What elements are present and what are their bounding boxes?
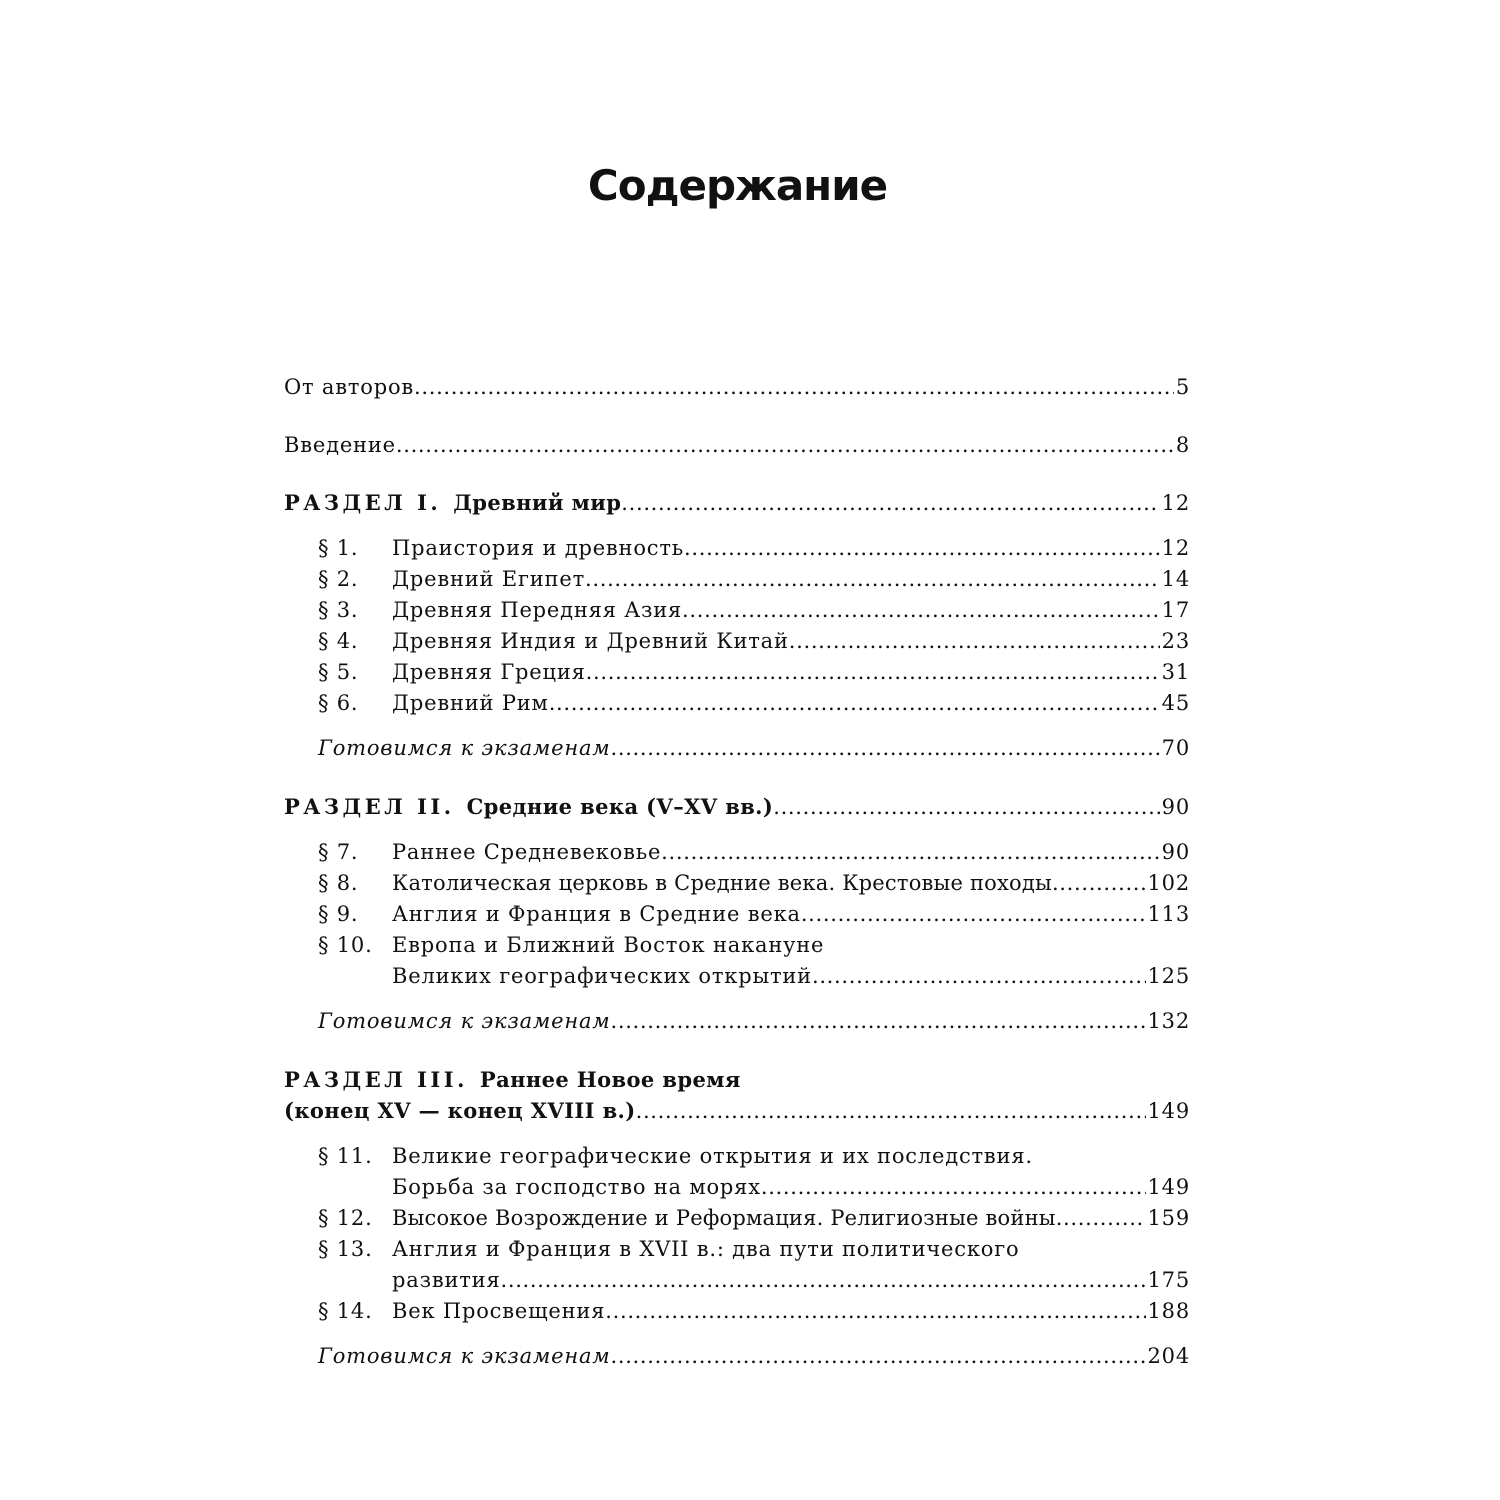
toc-page-number: 90 <box>1161 840 1190 864</box>
toc-paragraph-11[interactable] <box>318 1139 1190 1170</box>
leader-dots <box>789 627 1160 655</box>
paragraph-title: Высокое Возрождение и Реформация. Религиозные войны <box>392 1206 1056 1230</box>
toc-paragraph-13[interactable] <box>318 1232 1190 1263</box>
toc-section-3[interactable] <box>284 1063 1190 1094</box>
paragraph-title: Раннее Средневековье <box>392 840 662 864</box>
paragraph-number: § 6. <box>318 691 359 715</box>
leader-dots <box>586 658 1160 686</box>
toc-page-number: 70 <box>1161 736 1190 760</box>
paragraph-title: Древняя Греция <box>392 660 586 684</box>
toc-paragraph-3[interactable] <box>318 593 1190 624</box>
toc-page-number: 17 <box>1161 598 1190 622</box>
toc-page-number: 149 <box>1147 1099 1190 1123</box>
exam-label: Готовимся к экзаменам <box>318 1344 611 1368</box>
toc-section-3-continued[interactable] <box>284 1094 1190 1125</box>
toc-page-number: 5 <box>1175 375 1190 399</box>
section-title: Древний мир <box>453 490 622 515</box>
paragraph-number: § 7. <box>318 840 359 864</box>
page-title: Содержание <box>587 161 888 210</box>
leader-dots <box>812 962 1146 990</box>
toc-entry-label: Введение <box>284 433 396 457</box>
paragraph-title: Век Просвещения <box>392 1299 606 1323</box>
toc-paragraph-11-continued[interactable] <box>392 1170 1190 1201</box>
toc-page-number: 12 <box>1161 491 1190 515</box>
leader-dots <box>1056 1204 1146 1232</box>
paragraph-title: Древний Египет <box>392 567 586 591</box>
leader-dots <box>801 900 1146 928</box>
leader-dots <box>414 373 1174 401</box>
paragraph-title: Древняя Индия и Древний Китай <box>392 629 789 653</box>
leader-dots <box>1052 869 1146 897</box>
toc-paragraph-10[interactable] <box>318 928 1190 959</box>
toc-exam-1[interactable] <box>318 731 1190 762</box>
leader-dots <box>605 1297 1145 1325</box>
toc-entry-intro[interactable] <box>284 428 1190 459</box>
leader-dots <box>761 1173 1146 1201</box>
toc-page-number: 90 <box>1161 795 1190 819</box>
toc-page-number: 45 <box>1161 691 1190 715</box>
toc-paragraph-5[interactable] <box>318 655 1190 686</box>
leader-dots <box>661 838 1160 866</box>
paragraph-title: Великие географические открытия и их последствия. <box>392 1144 1033 1168</box>
leader-dots <box>636 1097 1146 1125</box>
toc-page-number: 31 <box>1161 660 1190 684</box>
toc-paragraph-7[interactable] <box>318 835 1190 866</box>
toc-page-number: 125 <box>1147 964 1190 988</box>
toc-paragraph-2[interactable] <box>318 562 1190 593</box>
toc-exam-2[interactable] <box>318 1004 1190 1035</box>
toc-paragraph-10-continued[interactable] <box>392 959 1190 990</box>
toc-page-number: 12 <box>1161 536 1190 560</box>
toc-section-1[interactable] <box>284 486 1190 517</box>
toc-paragraph-8[interactable] <box>318 866 1190 897</box>
leader-dots <box>396 431 1174 459</box>
paragraph-number: § 3. <box>318 598 359 622</box>
leader-dots <box>773 793 1159 821</box>
toc-page-number: 204 <box>1147 1344 1190 1368</box>
exam-label: Готовимся к экзаменам <box>318 736 611 760</box>
paragraph-title: Англия и Франция в Средние века <box>392 902 801 926</box>
toc-paragraph-6[interactable] <box>318 686 1190 717</box>
paragraph-title: Европа и Ближний Восток накануне <box>392 933 825 957</box>
section-title: Раннее Новое время <box>479 1067 741 1092</box>
paragraph-number: § 2. <box>318 567 359 591</box>
paragraph-number: § 8. <box>318 871 359 895</box>
toc-entry-from-authors[interactable] <box>284 370 1190 401</box>
paragraph-title: Древняя Передняя Азия <box>392 598 683 622</box>
leader-dots <box>585 565 1160 593</box>
toc-page-number: 14 <box>1161 567 1190 591</box>
paragraph-number: § 10. <box>318 933 373 957</box>
leader-dots <box>682 596 1160 624</box>
toc-page-number: 149 <box>1147 1175 1190 1199</box>
leader-dots <box>684 534 1160 562</box>
toc-exam-3[interactable] <box>318 1339 1190 1370</box>
paragraph-number: § 5. <box>318 660 359 684</box>
toc-paragraph-14[interactable] <box>318 1294 1190 1325</box>
section-title: Средние века (V–XV вв.) <box>466 794 774 819</box>
toc-paragraph-4[interactable] <box>318 624 1190 655</box>
leader-dots <box>611 1007 1146 1035</box>
toc-paragraph-13-continued[interactable] <box>392 1263 1190 1294</box>
paragraph-number: § 9. <box>318 902 359 926</box>
paragraph-number: § 1. <box>318 536 359 560</box>
paragraph-title-continued: Великих географических открытий <box>392 964 812 988</box>
toc-page-number: 175 <box>1147 1268 1190 1292</box>
leader-dots <box>549 689 1160 717</box>
paragraph-number: § 4. <box>318 629 359 653</box>
toc-page-number: 113 <box>1147 902 1190 926</box>
leader-dots <box>621 489 1159 517</box>
exam-label: Готовимся к экзаменам <box>318 1009 611 1033</box>
paragraph-title: Древний Рим <box>392 691 549 715</box>
paragraph-title: Англия и Франция в XVII в.: два пути политического <box>392 1237 1020 1261</box>
toc-page-number: 159 <box>1147 1206 1190 1230</box>
paragraph-number: § 11. <box>318 1144 373 1168</box>
toc-paragraph-1[interactable] <box>318 531 1190 562</box>
section-keyword: РАЗДЕЛ I. <box>284 490 442 515</box>
section-keyword: РАЗДЕЛ III. <box>284 1067 468 1092</box>
leader-dots <box>611 1342 1146 1370</box>
paragraph-title-continued: Борьба за господство на морях <box>392 1175 761 1199</box>
toc-page-number: 23 <box>1161 629 1190 653</box>
toc-page-number: 188 <box>1147 1299 1190 1323</box>
section-title-continued: (конец XV — конец XVIII в.) <box>284 1098 636 1123</box>
toc-entry-label: От авторов <box>284 375 415 399</box>
toc-paragraph-9[interactable] <box>318 897 1190 928</box>
paragraph-number: § 12. <box>318 1206 373 1230</box>
paragraph-title-continued: развития <box>392 1268 501 1292</box>
paragraph-number: § 13. <box>318 1237 373 1261</box>
paragraph-title: Праистория и древность <box>392 536 685 560</box>
toc-paragraph-12[interactable] <box>318 1201 1190 1232</box>
toc-page-number: 8 <box>1175 433 1190 457</box>
toc-page-number: 132 <box>1147 1009 1190 1033</box>
paragraph-title: Католическая церковь в Средние века. Крестовые походы <box>392 871 1052 895</box>
section-keyword: РАЗДЕЛ II. <box>284 794 455 819</box>
paragraph-number: § 14. <box>318 1299 373 1323</box>
toc-page-number: 102 <box>1147 871 1190 895</box>
toc-section-2[interactable] <box>284 790 1190 821</box>
leader-dots <box>501 1266 1146 1294</box>
leader-dots <box>611 734 1160 762</box>
